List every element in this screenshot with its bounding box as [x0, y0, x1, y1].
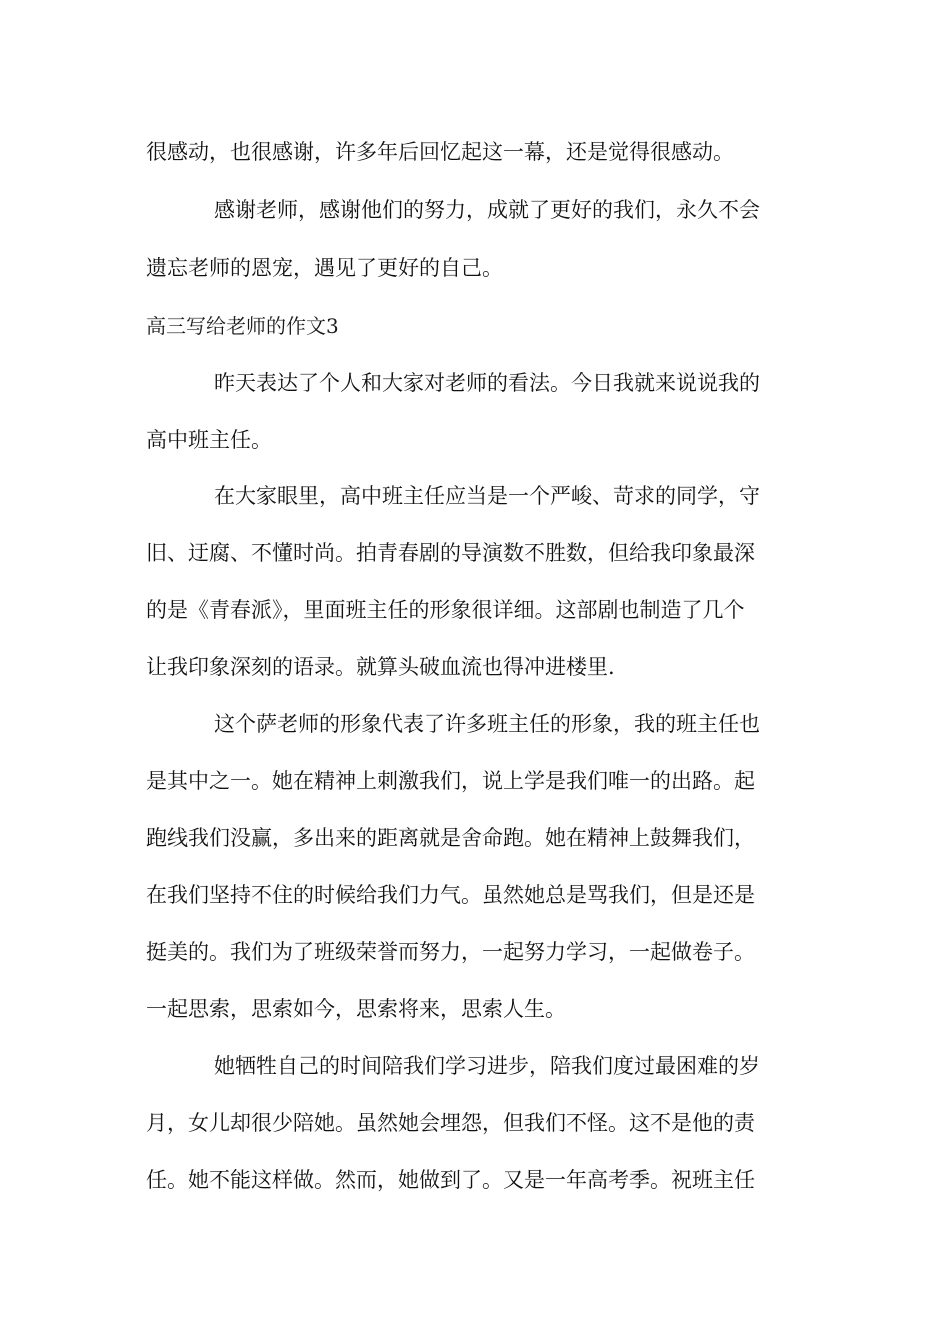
- text-line-19: 任。她不能这样做。然而，她做到了。又是一年高考季。祝班主任: [146, 1168, 755, 1192]
- text-line-14: 在我们坚持不住的时候给我们力气。虽然她总是骂我们，但是还是: [146, 883, 755, 907]
- text-line-10: 让我印象深刻的语录。就算头破血流也得冲进楼里.: [146, 655, 615, 679]
- section-heading: 高三写给老师的作文3: [146, 314, 339, 338]
- text-line-7: 在大家眼里，高中班主任应当是一个严峻、苛求的同学，守: [214, 484, 760, 508]
- text-line-16: 一起思索，思索如今，思索将来，思索人生。: [146, 997, 566, 1021]
- text-line-11: 这个萨老师的形象代表了许多班主任的形象，我的班主任也: [214, 712, 760, 736]
- text-line-12: 是其中之一。她在精神上刺激我们，说上学是我们唯一的出路。起: [146, 769, 755, 793]
- text-line-18: 月，女儿却很少陪她。虽然她会埋怨，但我们不怪。这不是他的责: [146, 1111, 755, 1135]
- text-line-6: 高中班主任。: [146, 428, 272, 452]
- text-line-13: 跑线我们没赢，多出来的距离就是舍命跑。她在精神上鼓舞我们，: [146, 826, 755, 850]
- text-line-15: 挺美的。我们为了班级荣誉而努力，一起努力学习，一起做卷子。: [146, 940, 755, 964]
- text-line-5: 昨天表达了个人和大家对老师的看法。今日我就来说说我的: [214, 371, 760, 395]
- text-line-3: 遗忘老师的恩宠，遇见了更好的自己。: [146, 256, 503, 280]
- text-line-2: 感谢老师，感谢他们的努力，成就了更好的我们，永久不会: [214, 198, 760, 222]
- text-line-8: 旧、迂腐、不懂时尚。拍青春剧的导演数不胜数，但给我印象最深: [146, 541, 755, 565]
- text-line-17: 她牺牲自己的时间陪我们学习进步，陪我们度过最困难的岁: [214, 1054, 760, 1078]
- text-line-1: 很感动，也很感谢，许多年后回忆起这一幕，还是觉得很感动。: [146, 140, 734, 164]
- text-line-9: 的是《青春派》，里面班主任的形象很详细。这部剧也制造了几个: [146, 598, 745, 622]
